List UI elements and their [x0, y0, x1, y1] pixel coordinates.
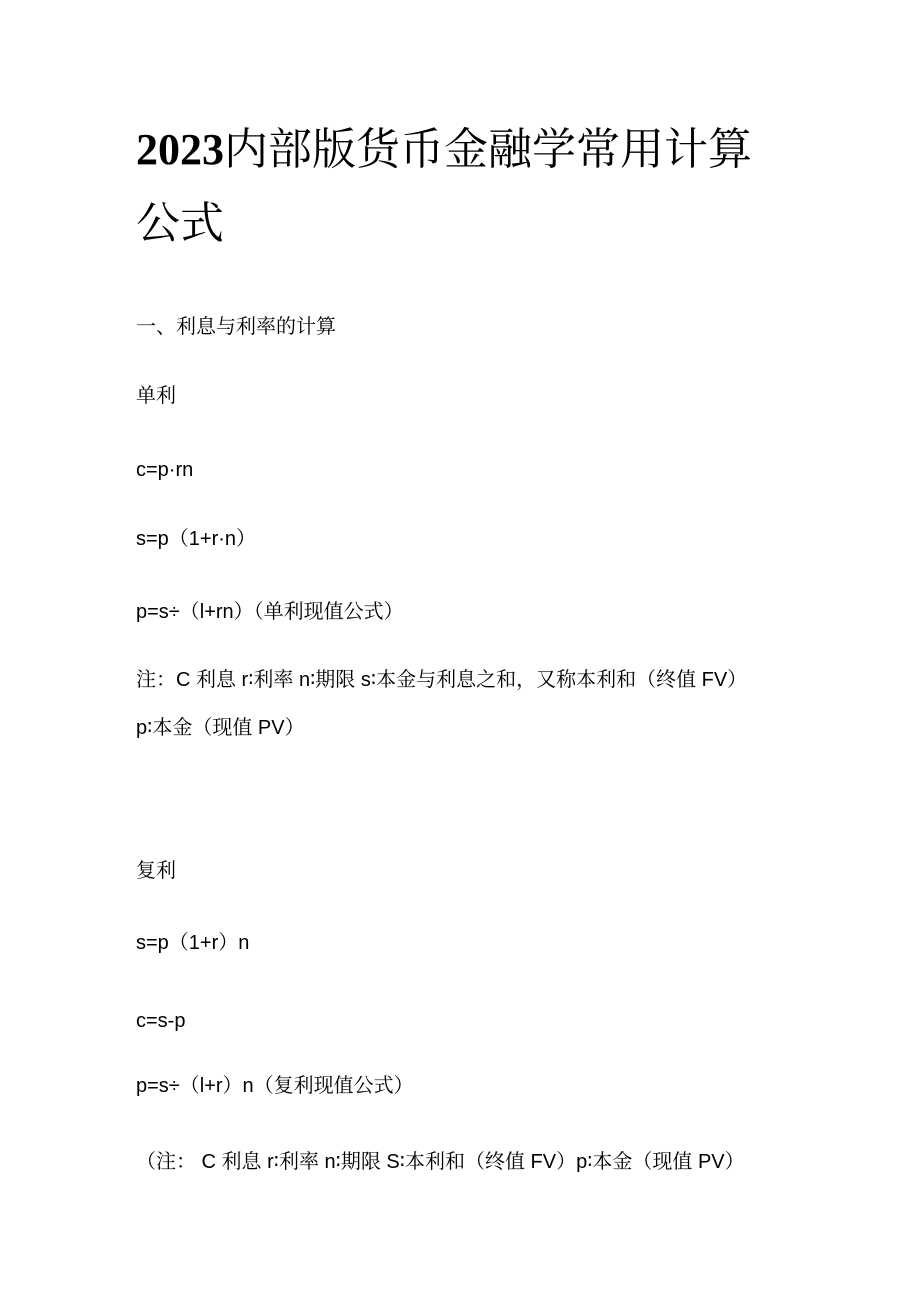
section-heading: 一、利息与利率的计算: [136, 316, 336, 338]
title-text: 内部版货币金融学常用计算: [224, 124, 752, 175]
title-year: 2023: [136, 125, 224, 174]
compound-interest-formula-2: c=s-p: [136, 1010, 186, 1032]
compound-interest-note: （注： C 利息 r∶利率 n∶期限 S∶本利和（终值 FV）p∶本金（现值 PV）: [136, 1151, 745, 1173]
simple-interest-formula-3: p=s÷（l+rn）（单利现值公式）: [136, 601, 404, 623]
document-title-line1: [136, 125, 752, 175]
simple-interest-note-line-2: p∶本金（现值 PV）: [136, 717, 305, 739]
compound-interest-formula-1: s=p（1+r）n: [136, 932, 250, 954]
compound-interest-formula-3: p=s÷（l+r）n（复利现值公式）: [136, 1075, 414, 1097]
simple-interest-formula-1: c=p·rn: [136, 459, 194, 481]
simple-interest-note-line-1: 注：C 利息 r∶利率 n∶期限 s∶本金与利息之和，又称本利和（终值 FV）: [136, 669, 748, 691]
simple-interest-formula-2: s=p（1+r·n）: [136, 528, 257, 550]
simple-interest-heading: 单利: [136, 385, 176, 407]
compound-interest-heading: 复利: [136, 860, 176, 882]
document-title-line2: 公式: [136, 198, 224, 249]
